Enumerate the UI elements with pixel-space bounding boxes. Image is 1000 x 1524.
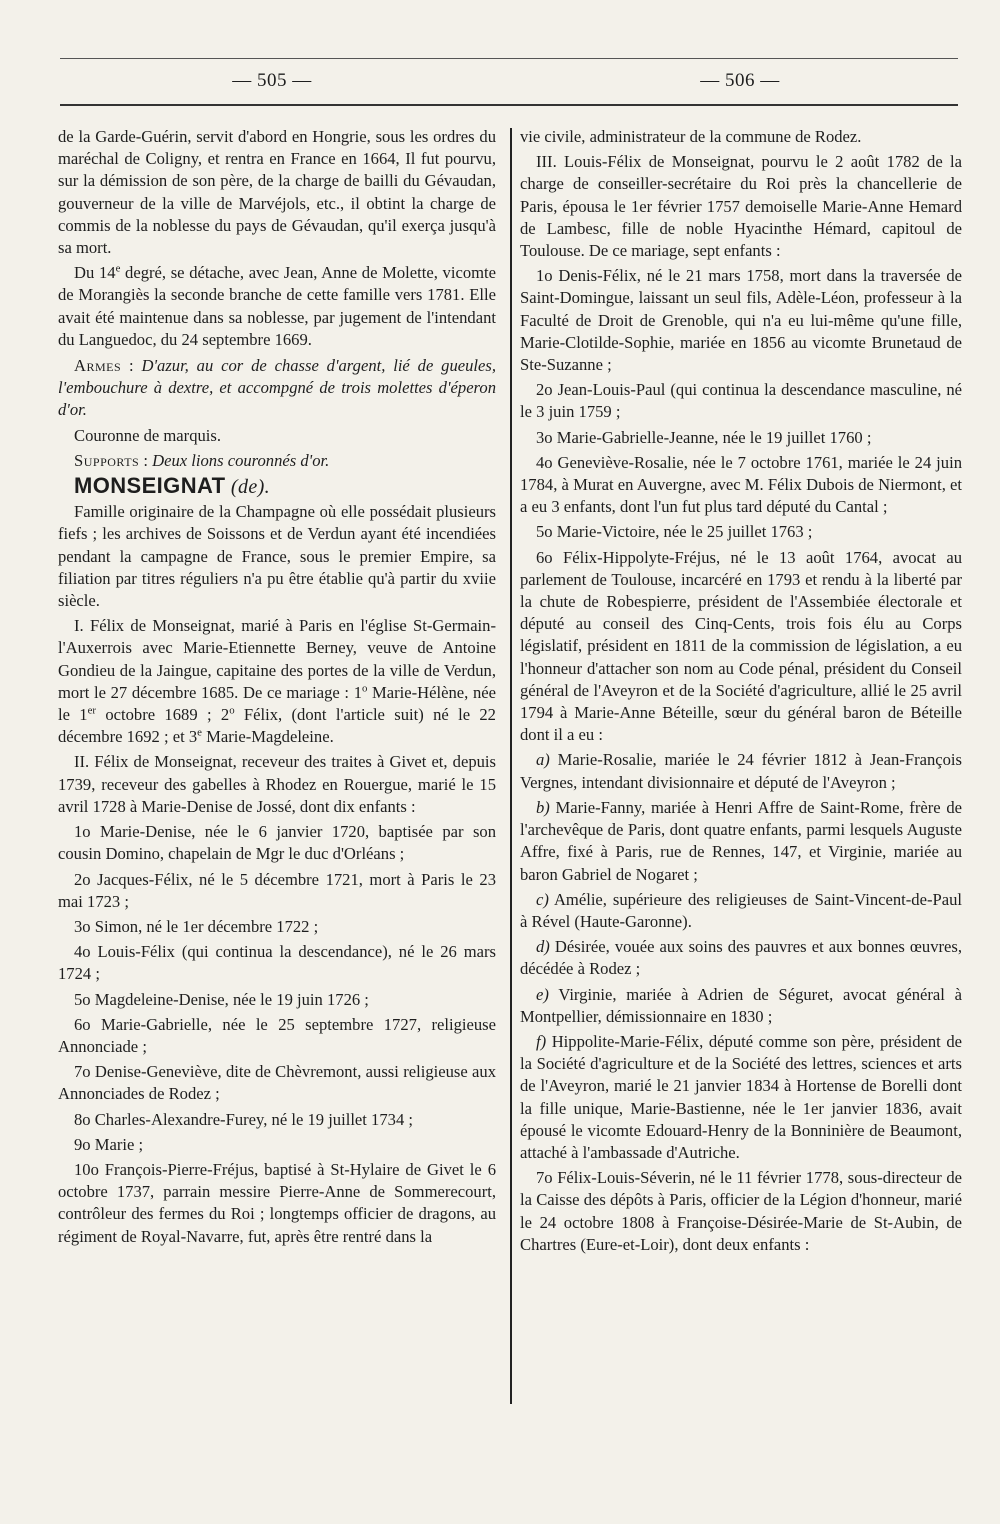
child-item: 4o Louis-Félix (qui continua la descendance), né le 26 mars 1724 ; xyxy=(58,942,496,984)
child-item: 8o Charles-Alexandre-Furey, né le 19 juillet 1734 ; xyxy=(74,1109,414,1129)
page-number-left: — 505 — xyxy=(232,70,312,91)
column-divider xyxy=(510,128,512,1404)
child-item: 9o Marie ; xyxy=(74,1134,144,1154)
child-item: 6o Marie-Gabrielle, née le 25 septembre 1727, religieuse Annonciade ; xyxy=(58,1014,496,1056)
header-rule xyxy=(60,104,958,106)
top-rule xyxy=(60,58,958,59)
child-item: 6o Félix-Hippolyte-Fréjus, né le 13 août 1764, avocat au parlement de Toulouse, incarcéré en 1793 et rendu à la liberté par la chute de Robespierre, président de l'Assembiée électorale et député au conseil des Cinq-Cents, trois fois élu au Corps législatif, président en 1811 de la commission de législation, a eu l'honneur d'attacher son nom au Code pénal, président du Conseil général de l'Aveyron et de la Société d'agriculture, allié le 25 avril 1794 à Marie-Anne Béteille, sœur du général baron de Béteille dont il a eu : xyxy=(520,547,962,745)
child-item: 7o Denise-Geneviève, dite de Chèvremont, aussi religieuse aux Annonciades de Rodez ; xyxy=(58,1062,496,1104)
child-item: 5o Marie-Victoire, née le 25 juillet 1763 ; xyxy=(536,522,813,542)
paragraph: III. Louis-Félix de Monseignat, pourvu le 2 août 1782 de la charge de conseiller-secrétaire du Roi près la chancellerie de Paris, épousa le 1er février 1757 demoiselle Marie-Anne Hemard de Lambesc, fille de noble Hyacinthe Hémard, capitoul de Toulouse. De ce mariage, sept enfants : xyxy=(520,152,962,261)
grandchild-item: d) Désirée, vouée aux soins des pauvres et aux bonnes œuvres, décédée à Rodez ; xyxy=(520,937,962,979)
supports-text: Deux lions couronnés d'or. xyxy=(152,450,330,470)
grandchild-item: a) Marie-Rosalie, mariée le 24 février 1812 à Jean-François Vergnes, intendant divisionnaire et député de l'Aveyron ; xyxy=(520,750,962,792)
couronne-line: Couronne de marquis. xyxy=(74,425,222,445)
child-item: 4o Geneviève-Rosalie, née le 7 octobre 1761, mariée le 24 juin 1784, à Murat en Auvergne, avec M. Félix Dubois de Niermont, et a eu 3 enfants, dont l'un fut plus tard député du Cantal ; xyxy=(520,452,962,517)
page-number-right: — 506 — xyxy=(700,70,780,91)
paragraph: de la Garde-Guérin, servit d'abord en Hongrie, sous les ordres du maréchal de Coligny, et rentra en France en 1664, Il fut pourvu, sur la démission de son père, de la charge de bailli du Gévaudan, gouverneur de la ville de Marvéjols, etc., il obtint la charge de commis de la noblesse du pays de Gévaudan, qu'il exerça jusqu'à sa mort. xyxy=(58,127,496,258)
supports-label: Supports xyxy=(74,450,140,470)
paragraph: I. Félix de Monseignat, marié à Paris en l'église St-Germain-l'Auxerrois avec Marie-Etiennette Berney, veuve de Antoine Gondieu de la Jaingue, capitaine des portes de la ville de Verdun, mort le 27 décembre 1685. De ce mariage : 1$^o$ Marie-Hélène, née le 1er octobre 1689 ; 2$^o$ Félix, (dont l'article suit) né le 22 décembre 1692 ; et 3e Marie-Magdeleine. xyxy=(58,616,496,747)
grandchild-item: c) Amélie, supérieure des religieuses de Saint-Vincent-de-Paul à Rével (Haute-Garonne). xyxy=(520,889,962,931)
left-column xyxy=(58,126,496,1251)
paragraph: vie civile, administrateur de la commune de Rodez. xyxy=(520,127,862,146)
armes-text: D'azur, au cor de chasse d'argent, lié de gueules, l'embouchure à dextre, et accompgné de trois molettes d'éperon d'or. xyxy=(58,356,496,420)
grandchild-item: e) Virginie, mariée à Adrien de Séguret, avocat général à Montpellier, démissionnaire en 1830 ; xyxy=(520,984,962,1026)
child-item: 10o François-Pierre-Fréjus, baptisé à St-Hylaire de Givet le 6 octobre 1737, parrain messire Pierre-Anne de Sommerecourt, contrôleur des fermes du Roi ; longtemps officier de dragons, au régiment de Royal-Navarre, fut, après être rentré dans la xyxy=(58,1159,496,1246)
right-column xyxy=(520,126,962,1259)
armes-paragraph: Armes : D'azur, au cor de chasse d'argent, lié de gueules, l'embouchure à dextre, et accompgné de trois molettes d'éperon d'or. xyxy=(58,356,496,420)
child-item: 2o Jean-Louis-Paul (qui continua la descendance masculine, né le 3 juin 1759 ; xyxy=(520,380,962,422)
paragraph: Du 14e degré, se détache, avec Jean, Anne de Molette, vicomte de Morangiès la seconde branche de cette famille vers 1781. Elle avait été maintenue dans sa noblesse, par jugement de l'intendant du Languedoc, du 24 septembre 1669. xyxy=(58,262,496,349)
supports-paragraph: Supports : Deux lions couronnés d'or. xyxy=(74,450,330,470)
paragraph: II. Félix de Monseignat, receveur des traites à Givet et, depuis 1739, receveur des gabelles à Rhodez en Rouergue, marié le 15 avril 1728 à Marie-Denise de Jossé, dont dix enfants : xyxy=(58,752,496,816)
child-item: 5o Magdeleine-Denise, née le 19 juin 1726 ; xyxy=(74,989,369,1009)
grandchild-item: b) Marie-Fanny, mariée à Henri Affre de Saint-Rome, frère de l'archevêque de Paris, dont quatre enfants, parmi lesquels Auguste Affre, fixé à Paris, rue de Rennes, 147, et Virginie, mariée au baron Gabriel de Nogaret ; xyxy=(520,797,962,884)
child-item: 1o Denis-Félix, né le 21 mars 1758, mort dans la traversée de Saint-Domingue, laissant un seul fils, Adèle-Léon, professeur à la Faculté de Droit de Grenoble, qui n'a eu lui-même qu'une fille, Marie-Clotilde-Sophie, mariée en 1856 au vicomte Brunetaud de Ste-Suzanne ; xyxy=(520,266,962,375)
family-heading: MONSEIGNAT (de). xyxy=(74,473,271,499)
grandchild-item: f) Hippolite-Marie-Félix, député comme son père, président de la Société d'agriculture et de la Société des lettres, sciences et arts de l'Aveyron, marié le 21 janvier 1834 à Hortense de Borelli dont la fille unique, Marie-Bastienne, née le 1er janvier 1836, avait épousé le vicomte Edouard-Henry de la Bonninière de Beaumont, attaché à l'ambassade d'Autriche. xyxy=(520,1031,962,1162)
child-item: 3o Marie-Gabrielle-Jeanne, née le 19 juillet 1760 ; xyxy=(536,427,872,447)
child-item: 2o Jacques-Félix, né le 5 décembre 1721, mort à Paris le 23 mai 1723 ; xyxy=(58,869,496,911)
child-item: 3o Simon, né le 1er décembre 1722 ; xyxy=(74,916,319,936)
paragraph: Famille originaire de la Champagne où elle possédait plusieurs fiefs ; les archives de Soissons et de Verdun ayant été incendiées pendant la campagne de France, sous le premier Empire, sa filiation par titres réguliers n'a pu être établie qu'à partir du xviie siècle. xyxy=(58,502,496,611)
armes-label: Armes xyxy=(74,356,122,376)
child-item: 7o Félix-Louis-Séverin, né le 11 février 1778, sous-directeur de la Caisse des dépôts à Paris, officier de la Légion d'honneur, marié le 24 octobre 1808 à Françoise-Désirée-Marie de St-Aubin, de Chartres (Eure-et-Loir), dont deux enfants : xyxy=(520,1168,962,1254)
child-item: 1o Marie-Denise, née le 6 janvier 1720, baptisée par son cousin Domino, chapelain de Mgr le duc d'Orléans ; xyxy=(58,822,496,864)
